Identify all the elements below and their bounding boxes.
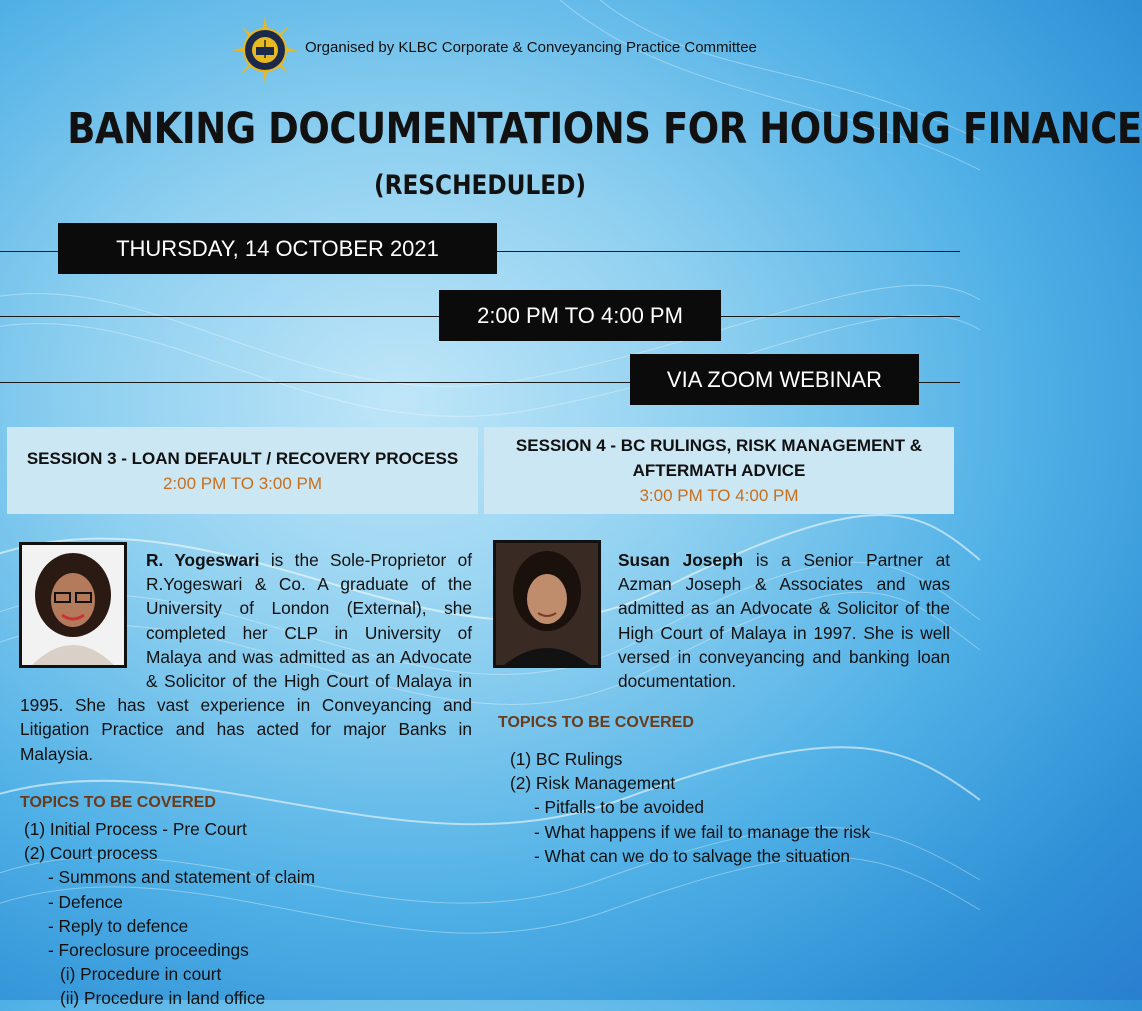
event-title: BANKING DOCUMENTATIONS FOR HOUSING FINANCE (67, 104, 1142, 154)
topic-item: (i) Procedure in court (60, 964, 222, 985)
speaker-1-photo (19, 542, 127, 668)
session-3-header (7, 427, 478, 514)
topic-item: (2) Risk Management (510, 773, 676, 794)
date-text: THURSDAY, 14 OCTOBER 2021 (116, 235, 439, 261)
topic-item: - Foreclosure proceedings (48, 940, 249, 961)
speaker-2-bio: is a Senior Partner at Azman Joseph & Associates and was admitted as an Advocate & Solicitor of the High Court of Malaya in 1997. She is well versed in conveyancing and banking loan documentation. (618, 550, 950, 692)
speaker-2-portrait-icon (496, 543, 598, 665)
topic-item: - What can we do to salvage the situation (534, 845, 851, 866)
speaker-2-photo (493, 540, 601, 668)
speaker-1-bio: is the Sole-Proprietor of R.Yogeswari & Co. A graduate of the University of London (External), she completed her CLP in University of Malaya and was admitted as an Advocate & Solicitor of the High Court of Malaya in 1995. She has vast experience in Conveyancing and Litigation Practice and has acted for major Banks in Malaysia. (20, 550, 472, 764)
session-3-topics-list (24, 817, 315, 1011)
session-3-topics-heading: TOPICS TO BE COVERED (20, 794, 216, 811)
session-3-time: 2:00 PM TO 3:00 PM (162, 473, 323, 493)
topic-item: - Defence (48, 891, 123, 912)
topic-item: (2) Court process (24, 843, 158, 864)
session-4-topics-heading: TOPICS TO BE COVERED (498, 714, 694, 731)
organiser-text: Organised by KLBC Corporate & Conveyancing Practice Committee (305, 39, 757, 56)
bar-council-logo (232, 10, 298, 86)
event-subtitle: (RESCHEDULED) (373, 170, 587, 201)
venue-text: VIA ZOOM WEBINAR (666, 366, 883, 392)
session-4-title-line2: AFTERMATH ADVICE (632, 461, 806, 480)
venue-box (630, 354, 919, 405)
topic-item: (ii) Procedure in land office (60, 988, 266, 1009)
time-box (439, 290, 721, 341)
session-3-title: SESSION 3 - LOAN DEFAULT / RECOVERY PROCESS (26, 448, 459, 468)
topic-item: (1) BC Rulings (510, 749, 623, 769)
date-box (58, 223, 497, 274)
time-text: 2:00 PM TO 4:00 PM (477, 302, 683, 328)
topic-item: - Summons and statement of claim (48, 867, 316, 888)
speaker-1-name: R. Yogeswari (146, 550, 260, 570)
session-4-topics-list (510, 747, 870, 868)
topic-item: - Pitfalls to be avoided (534, 797, 705, 818)
session-4-title-line1: SESSION 4 - BC RULINGS, RISK MANAGEMENT & (515, 436, 923, 455)
speaker-2-name: Susan Joseph (618, 550, 744, 570)
speaker-1-portrait-icon (22, 545, 124, 665)
topic-item: - What happens if we fail to manage the risk (534, 821, 871, 842)
session-4-time: 3:00 PM TO 4:00 PM (639, 486, 799, 505)
session-4-header (484, 427, 954, 514)
topic-item: (1) Initial Process - Pre Court (24, 819, 247, 839)
topic-item: - Reply to defence (48, 915, 189, 936)
